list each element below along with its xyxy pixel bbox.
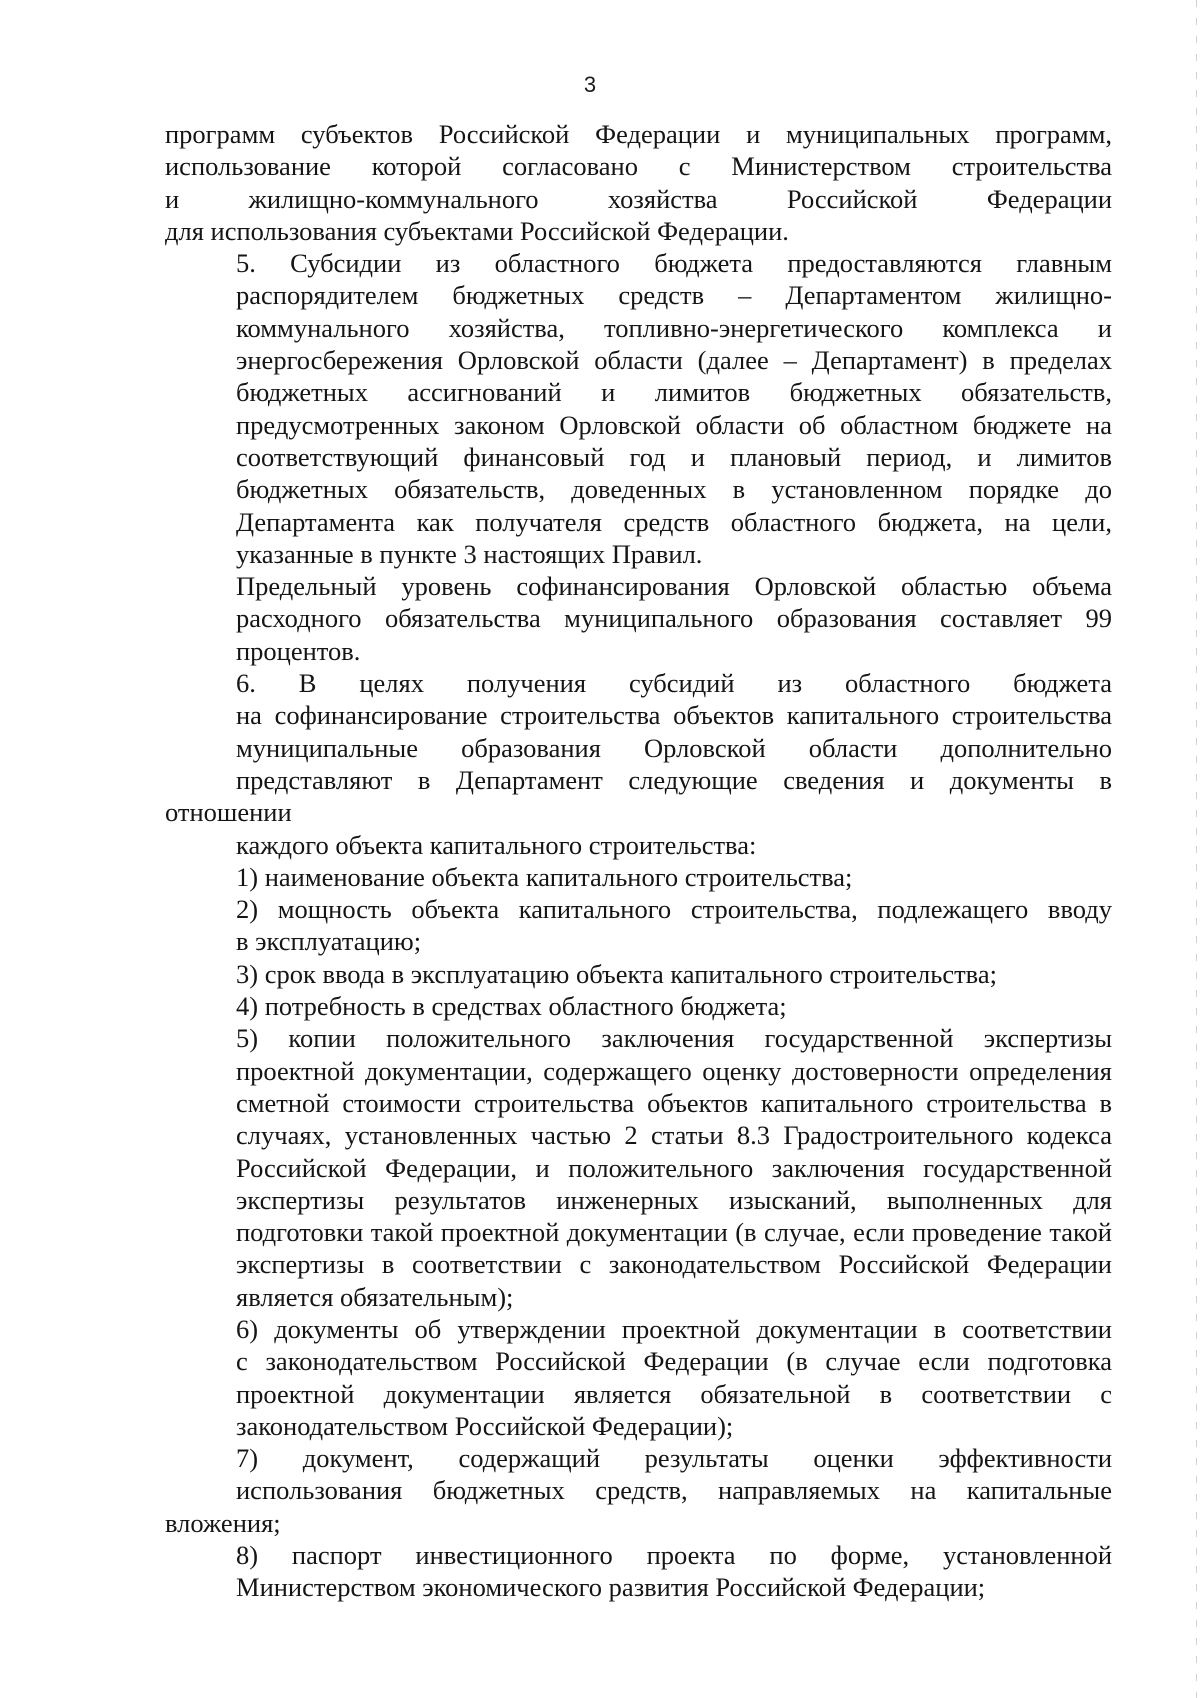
text-line: экспертизы результатов инженерных изысканий, выполненных для (236, 1184, 1112, 1215)
text-line: подготовки такой проектной документации (в случае, если проведение такой (236, 1217, 1112, 1248)
text-line: с законодательством Российской Федерации (в случае если подготовка (236, 1346, 1112, 1377)
text-line: указанные в пункте 3 настоящих Правил. (236, 538, 703, 569)
paragraph (165, 118, 1112, 247)
text-line: 7) документ, содержащий результаты оценки эффективности (236, 1443, 1112, 1474)
page-number: 3 (583, 72, 597, 97)
text-line: 5) копии положительного заключения государственной экспертизы (236, 1023, 1112, 1054)
text-line: Министерством экономического развития Российской Федерации; (236, 1572, 986, 1603)
text-line: 3) срок ввода в эксплуатацию объекта капитального строительства; (236, 958, 997, 989)
paragraph (165, 247, 1112, 570)
text-line: 6. В целях получения субсидий из областного бюджета (236, 668, 1112, 699)
text-line: экспертизы в соответствии с законодательством Российской Федерации (236, 1249, 1112, 1280)
text-line: процентов. (236, 635, 361, 666)
text-line: использование которой согласовано с Министерством строительства (165, 151, 1112, 182)
paragraph (165, 893, 1112, 958)
scan-edge-artifact (1196, 0, 1197, 1698)
text-line: коммунального хозяйства, топливно-энергетического комплекса и (236, 312, 1112, 343)
text-line: проектной документации является обязательной в соответствии с (236, 1378, 1112, 1409)
paragraph (165, 1539, 1112, 1604)
text-line: бюджетных обязательств, доведенных в установленном порядке до (236, 474, 1112, 505)
text-line: Предельный уровень софинансирования Орловской областью объема (236, 571, 1112, 602)
text-line: в эксплуатацию; (236, 926, 422, 957)
paragraph (165, 1313, 1112, 1442)
text-line: предусмотренных законом Орловской области об областном бюджете на (236, 409, 1112, 440)
text-line: случаях, установленных частью 2 статьи 8.3 Градостроительного кодекса (236, 1120, 1112, 1151)
text-line: энергосбережения Орловской области (далее – Департамент) в пределах (236, 345, 1112, 376)
text-line: программ субъектов Российской Федерации и муниципальных программ, (165, 119, 1112, 149)
document-body (165, 118, 1112, 1604)
text-line: расходного обязательства муниципального образования составляет 99 (236, 603, 1112, 634)
paragraph (165, 667, 1112, 861)
text-line: на софинансирование строительства объектов капитального строительства (236, 700, 1112, 731)
text-line: представляют в Департамент следующие сведения и документы в отношении (165, 764, 1112, 828)
paragraph (165, 1022, 1112, 1313)
text-line: проектной документации, содержащего оценку достоверности определения (236, 1055, 1112, 1086)
text-line: 2) мощность объекта капитального строительства, подлежащего вводу (236, 894, 1112, 925)
text-line: сметной стоимости строительства объектов капитального строительства в (236, 1087, 1112, 1118)
text-line: соответствующий финансовый год и плановый период, и лимитов (236, 441, 1112, 472)
text-line: каждого объекта капитального строительства: (236, 829, 757, 860)
text-line: Департамента как получателя средств областного бюджета, на цели, (236, 506, 1112, 537)
paragraph (165, 990, 1112, 1022)
paragraph (165, 861, 1112, 893)
text-line: 4) потребность в средствах областного бюджета; (236, 991, 787, 1022)
text-line: законодательством Российской Федерации); (236, 1410, 734, 1441)
text-line: Российской Федерации, и положительного заключения государственной (236, 1152, 1112, 1183)
text-line: распорядителем бюджетных средств – Департаментом жилищно- (236, 280, 1112, 311)
text-line: является обязательным); (236, 1281, 514, 1312)
text-line: муниципальные образования Орловской области дополнительно (236, 732, 1112, 763)
paragraph (165, 570, 1112, 667)
text-line: бюджетных ассигнований и лимитов бюджетных обязательств, (236, 377, 1112, 408)
text-line: для использования субъектами Российской Федерации. (165, 215, 789, 246)
paragraph (165, 1442, 1112, 1539)
text-line: 6) документы об утверждении проектной документации в соответствии (236, 1313, 1112, 1344)
text-line: и жилищно-коммунального хозяйства Российской Федерации (165, 183, 1112, 214)
paragraph (165, 958, 1112, 990)
text-line: 8) паспорт инвестиционного проекта по форме, установленной (236, 1540, 1112, 1571)
text-line: использования бюджетных средств, направляемых на капитальные вложения; (165, 1475, 1112, 1538)
text-line: 1) наименование объекта капитального строительства; (236, 861, 853, 892)
text-line: 5. Субсидии из областного бюджета предоставляются главным (236, 248, 1112, 279)
